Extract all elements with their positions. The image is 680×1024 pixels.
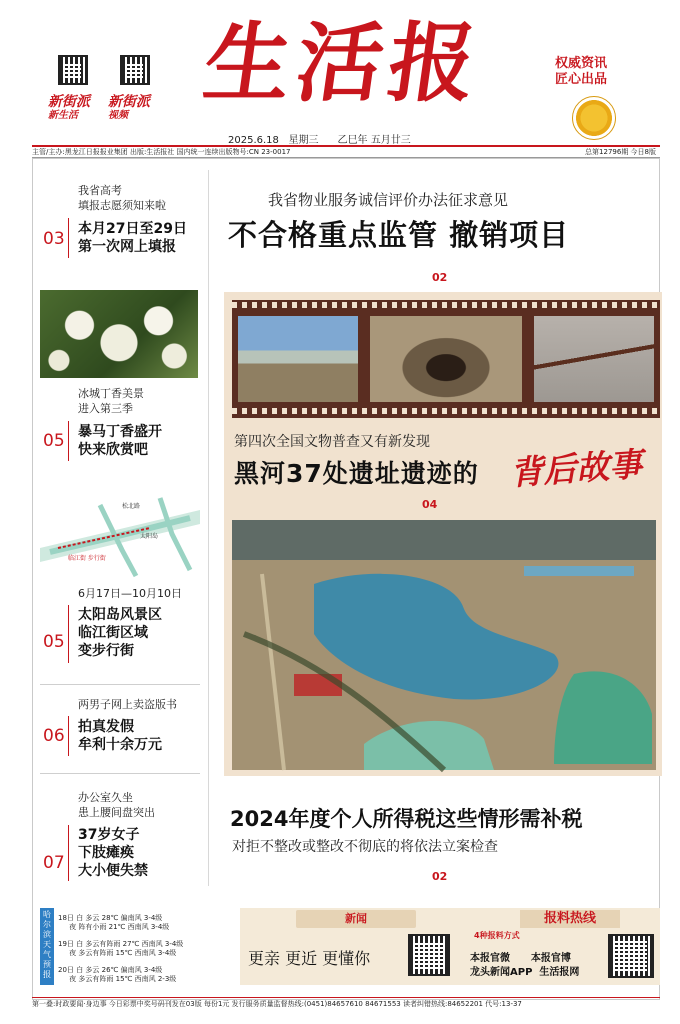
divider	[68, 218, 69, 258]
divider	[68, 825, 69, 881]
story-1-headline[interactable]: 不合格重点监管 撤销项目	[228, 218, 570, 252]
sidebar-story-5-kicker[interactable]: 办公室久坐 患上腰间盘突出	[78, 791, 155, 819]
sidebar-story-5-page: 07	[43, 853, 65, 873]
sidebar-story-4-page: 06	[43, 726, 65, 746]
publisher-bar	[32, 145, 660, 158]
story-2-kicker[interactable]: 第四次全国文物普查又有新发现	[234, 434, 430, 450]
divider	[40, 773, 200, 774]
sidebar-story-3-headline[interactable]: 太阳岛风景区 临江街区域 变步行街	[78, 607, 162, 659]
story-1-kicker[interactable]: 我省物业服务诚信评价办法征求意见	[268, 191, 509, 209]
film-photo-3[interactable]	[534, 316, 654, 402]
weather-row-1: 18日 白 多云 28℃ 偏南风 3-4级 夜 阵有小雨 21℃ 西南风 3-4级	[58, 914, 170, 931]
weather-side-label: 哈尔滨天气预报	[40, 908, 54, 985]
divider	[68, 605, 69, 663]
sidebar-story-1-kicker[interactable]: 我省高考 填报志愿须知来啦	[78, 184, 166, 212]
qr-code-left-2[interactable]	[120, 55, 150, 85]
film-holes	[232, 302, 660, 308]
lilac-photo[interactable]	[40, 290, 198, 378]
sidebar-story-3-page: 05	[43, 632, 65, 652]
divider	[68, 421, 69, 461]
aerial-lake-photo[interactable]	[224, 514, 662, 776]
brand-xinjiepai-video: 新街派 视频	[108, 94, 150, 121]
issue-info: 总第12796期 今日8版	[585, 148, 656, 156]
story-3-headline[interactable]: 2024年度个人所得税这些情形需补税	[230, 807, 583, 831]
story-2-headline[interactable]: 黑河37处遗址遗迹的	[234, 459, 479, 488]
sidebar-story-5-headline[interactable]: 37岁女子 下肢瘫痪 大小便失禁	[78, 827, 148, 879]
slogan: 权威资讯 匠心出品	[555, 56, 608, 87]
film-photo-1[interactable]	[238, 316, 358, 402]
dateline: 2025.6.18 星期三 乙巳年 五月廿三	[228, 135, 411, 146]
story-1-page[interactable]: 02	[432, 271, 448, 284]
map-label-walk: 临江街 步行街	[68, 555, 106, 562]
sidebar-story-1-page: 03	[43, 229, 65, 249]
film-holes	[232, 408, 660, 414]
weather-row-3: 20日 白 多云 26℃ 偏南风 3-4级 夜 多云有阵雨 15℃ 西南风 2-3级	[58, 966, 177, 983]
sidebar-story-3-kicker[interactable]: 6月17日—10月10日	[78, 587, 182, 600]
sidebar-story-1-headline[interactable]: 本月27日至29日 第一次网上填报	[78, 221, 187, 255]
qr-code-left[interactable]	[58, 55, 88, 85]
qr-code-right[interactable]	[608, 934, 654, 978]
promo-slogan: 更亲 更近 更懂你	[248, 949, 371, 968]
route-map[interactable]	[40, 490, 200, 580]
channel-list: 本报官微 本报官博 龙头新闻APP 生活报网	[470, 953, 580, 978]
story-2-brush-title[interactable]: 背后故事	[508, 444, 644, 493]
sidebar-story-2-page: 05	[43, 431, 65, 451]
story-3-page[interactable]: 02	[432, 870, 448, 883]
map-label-island: 太阳岛	[140, 533, 159, 540]
footer-info: 第一叠:时政要闻·身边事 今日彩票中奖号码刊发在03版 每份1元 发行服务质量监督热线:(0451)84657610 84671553 读者纠错热线:84652201 代号:13-37	[32, 997, 660, 1009]
film-photo-2[interactable]	[370, 316, 522, 402]
sidebar-story-4-headline[interactable]: 拍真发假 牟利十余万元	[78, 719, 162, 753]
story-3-kicker[interactable]: 对拒不整改或整改不彻底的将依法立案检查	[232, 839, 498, 855]
publisher-info: 主管/主办:黑龙江日报报业集团 出版:生活报社 国内统一连续出版物号:CN 23-0017	[32, 148, 291, 156]
news-tag: 新闻	[296, 910, 416, 928]
seal-icon	[572, 96, 616, 140]
sidebar-story-2-kicker[interactable]: 冰城丁香美景 进入第三季	[78, 387, 144, 415]
column-divider	[208, 170, 209, 886]
divider	[68, 716, 69, 756]
hotline-label: 报料热线	[520, 910, 620, 928]
brand-xinjiepai-life: 新街派 新生活	[48, 94, 90, 121]
newspaper-title: 生活报	[197, 13, 489, 114]
map-label-street: 松北路	[122, 503, 141, 510]
divider	[40, 684, 200, 685]
sidebar-story-2-headline[interactable]: 暴马丁香盛开 快来欣赏吧	[78, 424, 162, 458]
story-2-page[interactable]: 04	[422, 498, 438, 511]
sidebar-story-4-kicker[interactable]: 两男子网上卖盗版书	[78, 698, 177, 711]
hotline-methods: 4种报料方式	[474, 931, 520, 940]
qr-code-ad[interactable]	[408, 934, 450, 976]
weather-row-2: 19日 白 多云有阵雨 27℃ 西南风 3-4级 夜 多云有阵雨 15℃ 西南风 3-4级	[58, 940, 184, 957]
